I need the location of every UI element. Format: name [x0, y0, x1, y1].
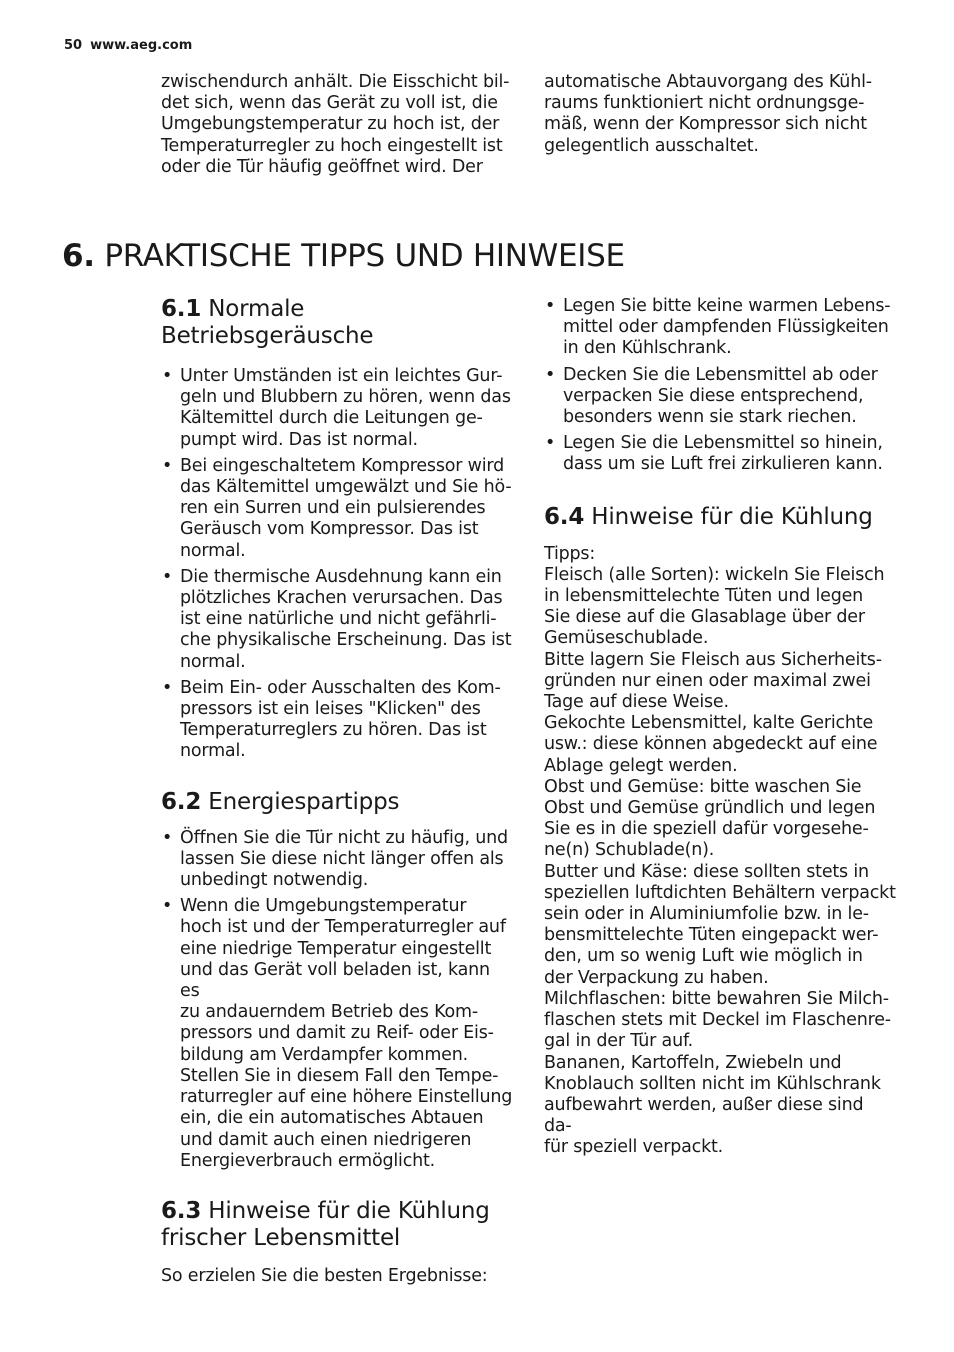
chapter-title: PRAKTISCHE TIPPS UND HINWEISE: [104, 238, 625, 274]
text-line: für speziell verpackt.: [544, 1137, 724, 1158]
text-line: Geräusch vom Kompressor. Das ist: [180, 519, 479, 540]
page-header: [64, 38, 192, 53]
text-line: Obst und Gemüse gründlich und legen: [544, 798, 876, 819]
text-line: sein oder in Aluminiumfolie bzw. in le-: [544, 904, 869, 925]
intro-right-paragraph: [544, 72, 896, 157]
text-line: Stellen Sie in diesem Fall den Tempe-: [180, 1065, 499, 1086]
section-heading-6-2: [161, 789, 513, 816]
text-line: und das Gerät voll beladen ist, kann es: [180, 959, 490, 1002]
text-line: mittel oder dampfenden Flüssigkeiten: [563, 317, 889, 338]
text-line: raums funktioniert nicht ordnungsge-: [544, 93, 865, 114]
text-line: Sie diese auf die Glasablage über der: [544, 607, 865, 628]
section-title-line: Hinweise für die Kühlung: [208, 1197, 490, 1224]
text-line: normal.: [180, 651, 246, 672]
text-line: gründen nur einen oder maximal zwei: [544, 670, 871, 691]
energy-list: [161, 828, 513, 1172]
text-line: usw.: diese können abgedeckt auf eine: [544, 734, 878, 755]
text-line: Umgebungstemperatur zu hoch ist, der: [161, 114, 500, 135]
section-number: 6.1: [161, 296, 202, 322]
section-heading-6-4: [544, 504, 896, 531]
text-line: Knoblauch sollten nicht im Kühlschrank: [544, 1073, 881, 1094]
text-line: das Kältemittel umgewälzt und Sie hö-: [180, 477, 512, 498]
text-line: Temperaturreglers zu hören. Das ist: [180, 720, 487, 741]
intro-left-paragraph: [161, 72, 513, 178]
text-line: speziellen luftdichten Behältern verpackt: [544, 882, 896, 903]
chapter-number: 6.: [62, 238, 95, 274]
text-line: in den Kühlschrank.: [563, 338, 732, 359]
text-line: mäß, wenn der Kompressor sich nicht: [544, 114, 867, 135]
text-line: ein, die ein automatisches Abtauen: [180, 1108, 484, 1129]
text-line: und damit auch einen niedrigeren: [180, 1129, 472, 1150]
text-line: ist eine natürliche und nicht gefährli-: [180, 609, 497, 630]
text-line: der Verpackung zu haben.: [544, 967, 769, 988]
list-item: [544, 365, 896, 429]
text-line: normal.: [180, 741, 246, 762]
text-line: bildung am Verdampfer kommen.: [180, 1044, 469, 1065]
section-title-line: Normale: [208, 296, 305, 322]
text-line: det sich, wenn das Gerät zu voll ist, die: [161, 93, 498, 114]
noise-list: [161, 366, 513, 763]
text-line: • Unter Umständen ist ein leichtes Gur-: [180, 366, 503, 386]
text-line: in lebensmittelechte Tüten und legen: [544, 586, 864, 607]
text-line: Tage auf diese Weise.: [544, 692, 729, 713]
text-line: zu andauerndem Betrieb des Kom-: [180, 1002, 478, 1023]
text-line: pressors ist ein leises "Klicken" des: [180, 699, 481, 720]
text-line: eine niedrige Temperatur eingestellt: [180, 938, 492, 959]
website-url: www.aeg.com: [90, 38, 193, 53]
text-line: den, um so wenig Luft wie möglich in: [544, 946, 863, 967]
text-line: oder die Tür häufig geöffnet wird. Der: [161, 156, 483, 177]
list-item: [161, 828, 513, 892]
section-number: 6.2: [161, 788, 202, 815]
text-line: normal.: [180, 540, 246, 561]
list-item: [161, 678, 513, 763]
chapter-heading: [62, 238, 625, 274]
text-line: Butter und Käse: diese sollten stets in: [544, 861, 869, 882]
text-line: Energieverbrauch ermöglicht.: [180, 1150, 436, 1171]
text-line: ne(n) Schublade(n).: [544, 840, 715, 861]
list-item: [161, 567, 513, 673]
section-title-line: frischer Lebensmittel: [161, 1224, 401, 1251]
text-line: Bananen, Kartoffeln, Zwiebeln und: [544, 1052, 842, 1073]
storage-list: [544, 296, 896, 476]
cooling-tips-text: [544, 544, 896, 1159]
text-line: raturregler auf eine höhere Einstellung: [180, 1087, 513, 1108]
section-number: 6.3: [161, 1197, 202, 1224]
text-line: Gekochte Lebensmittel, kalte Gerichte: [544, 713, 874, 734]
text-line: plötzliches Krachen verursachen. Das: [180, 588, 503, 609]
text-line: Temperaturregler zu hoch eingestellt ist: [161, 135, 503, 156]
text-line: unbedingt notwendig.: [180, 870, 369, 891]
section-heading-6-1: [161, 296, 513, 350]
text-line: besonders wenn sie stark riechen.: [563, 407, 857, 428]
text-line: pressors und damit zu Reif- oder Eis-: [180, 1023, 494, 1044]
right-column: [544, 296, 896, 1159]
text-line: zwischendurch anhält. Die Eisschicht bil-: [161, 72, 510, 92]
page-number: 50: [64, 38, 83, 53]
text-line: • Öffnen Sie die Tür nicht zu häufig, und: [180, 827, 508, 848]
text-line: Fleisch (alle Sorten): wickeln Sie Fleisch: [544, 564, 885, 585]
text-line: Sie es in die speziell dafür vorgesehe-: [544, 819, 869, 840]
text-line: bensmittelechte Tüten eingepackt wer-: [544, 925, 879, 946]
text-line: • Decken Sie die Lebensmittel ab oder: [563, 364, 878, 385]
text-line: Ablage gelegt werden.: [544, 755, 738, 776]
text-line: hoch ist und der Temperaturregler auf: [180, 917, 506, 938]
text-line: Gemüseschublade.: [544, 628, 709, 649]
text-line: • Legen Sie die Lebensmittel so hinein,: [563, 433, 883, 454]
list-item: [544, 433, 896, 475]
text-line: lassen Sie diese nicht länger offen als: [180, 848, 504, 869]
text-line: • Bei eingeschaltetem Kompressor wird: [180, 455, 504, 476]
section-title-line: Betriebsgeräusche: [161, 323, 374, 349]
text-line: dass um sie Luft frei zirkulieren kann.: [563, 454, 883, 475]
section-intro: So erzielen Sie die besten Ergebnisse:: [161, 1265, 488, 1286]
section-title: Energiespartipps: [208, 788, 400, 815]
text-line: • Beim Ein- oder Ausschalten des Kom-: [180, 677, 501, 698]
text-line: Obst und Gemüse: bitte waschen Sie: [544, 776, 862, 797]
text-line: • Die thermische Ausdehnung kann ein: [180, 566, 502, 587]
text-line: flaschen stets mit Deckel im Flaschenre-: [544, 1010, 891, 1031]
list-item: [544, 296, 896, 360]
text-line: pumpt wird. Das ist normal.: [180, 429, 418, 450]
section-number: 6.4: [544, 503, 585, 530]
text-line: verpacken Sie diese entsprechend,: [563, 385, 864, 406]
text-line: ren ein Surren und ein pulsierendes: [180, 498, 486, 519]
text-line: Bitte lagern Sie Fleisch aus Sicherheits-: [544, 649, 882, 670]
text-line: Milchflaschen: bitte bewahren Sie Milch-: [544, 988, 889, 1009]
text-line: che physikalische Erscheinung. Das ist: [180, 630, 512, 651]
section-heading-6-3: [161, 1198, 513, 1252]
list-item: [161, 456, 513, 562]
left-column: [161, 296, 513, 1287]
text-line: • Legen Sie bitte keine warmen Lebens-: [563, 296, 891, 316]
list-item: [161, 896, 513, 1172]
list-item: [161, 366, 513, 451]
text-line: Tipps:: [544, 543, 596, 564]
text-line: gelegentlich ausschaltet.: [544, 135, 759, 156]
text-line: automatische Abtauvorgang des Kühl-: [544, 72, 872, 92]
text-line: geln und Blubbern zu hören, wenn das: [180, 387, 511, 408]
text-line: • Wenn die Umgebungstemperatur: [180, 896, 467, 917]
text-line: aufbewahrt werden, außer diese sind da-: [544, 1094, 864, 1137]
section-title: Hinweise für die Kühlung: [591, 503, 873, 530]
text-line: Kältemittel durch die Leitungen ge-: [180, 408, 483, 429]
text-line: gal in der Tür auf.: [544, 1031, 694, 1052]
